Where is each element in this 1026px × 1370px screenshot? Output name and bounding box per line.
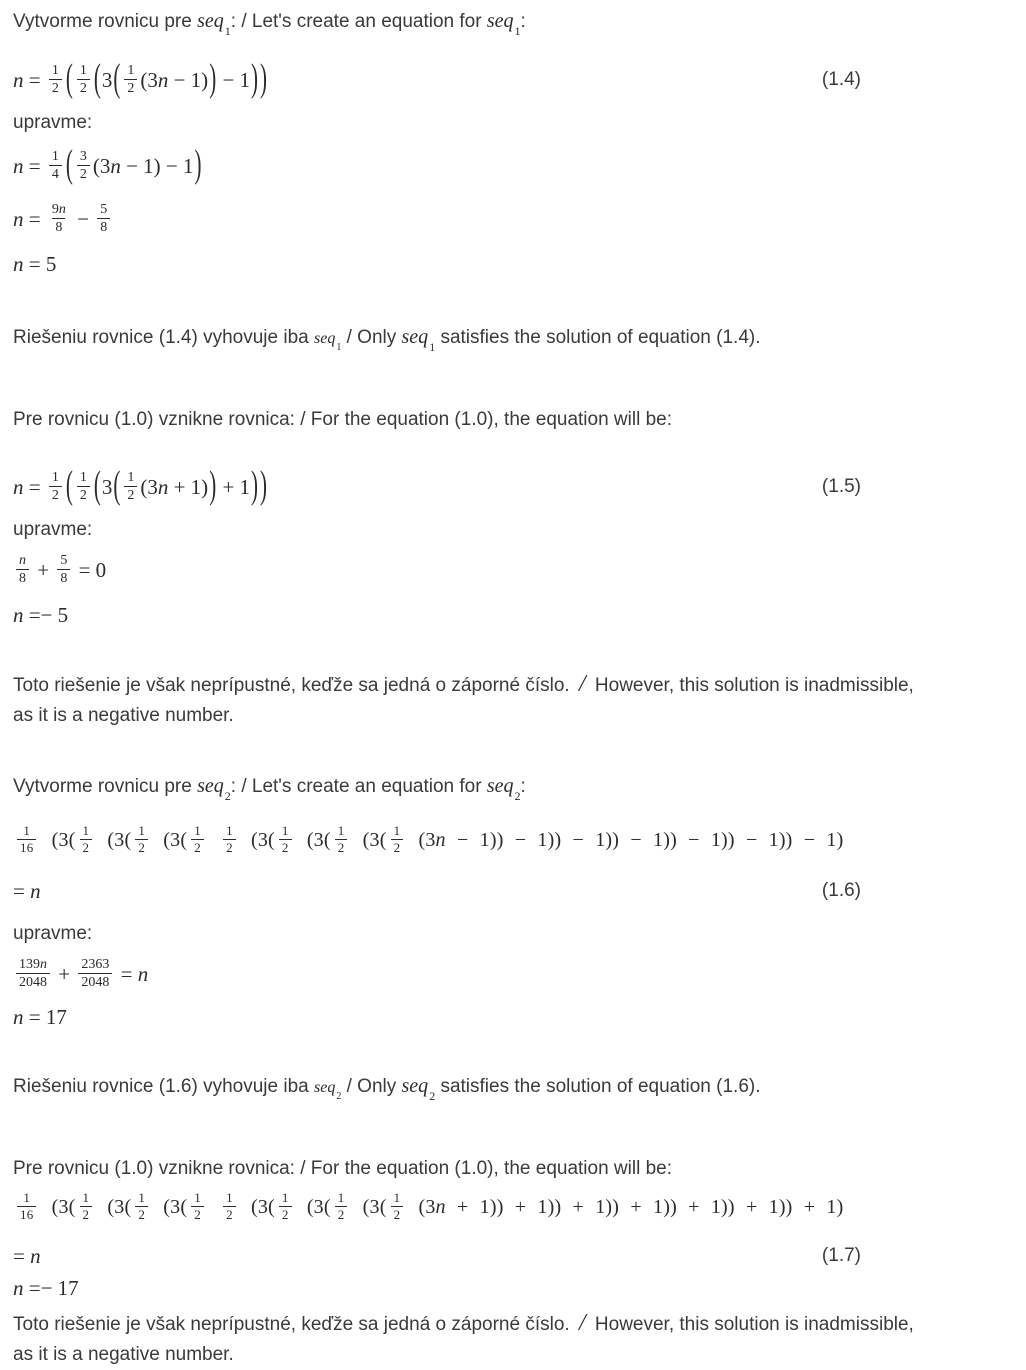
equation-1-7-line1 <box>13 1186 1026 1228</box>
math-operator: = 0 <box>73 557 107 582</box>
fraction: 1 2 <box>135 1191 148 1223</box>
upravme-label <box>13 108 925 138</box>
seq-base: seq <box>401 1075 429 1097</box>
fraction: $\frac{5}{8}$ <box>57 553 70 587</box>
text-run: upravme: <box>13 519 93 540</box>
fraction: 1 2 <box>191 824 204 856</box>
text-run: / Only <box>341 1076 402 1097</box>
math-operator: − 1 <box>217 67 251 92</box>
fraction: $\frac{5}{8}$ <box>97 202 110 236</box>
math-operator: (3( <box>239 1195 275 1218</box>
math-operator: (3( <box>96 1195 132 1218</box>
fraction: n 8 <box>16 553 29 587</box>
fraction: $\frac{1}{4}$ <box>49 149 62 183</box>
text-run: upravme: <box>13 923 93 944</box>
math-variable: n <box>435 828 446 851</box>
fraction: 1 2 <box>191 1191 204 1223</box>
math-variable: n <box>13 67 24 92</box>
tall-slash: / <box>578 671 586 697</box>
fraction: 1 2 <box>77 63 90 97</box>
math-operator: − 1) <box>168 67 209 92</box>
big-paren: ( <box>113 462 121 507</box>
math-variable: n <box>110 153 121 178</box>
equation-tag: (1.5) <box>821 476 861 497</box>
fraction: $\frac{9n}{8}$ <box>51 201 66 235</box>
math-operator <box>208 829 219 852</box>
math-variable: n <box>13 474 24 499</box>
seq-notation <box>401 326 436 354</box>
fraction: 1 2 <box>223 824 236 856</box>
seq-base: seq <box>314 330 336 347</box>
text-run: Pre rovnicu (1.0) vznikne rovnica: / For the equation (1.0), the equation will be: <box>13 1158 673 1179</box>
big-paren: ) <box>194 141 202 186</box>
math-variable: n <box>13 206 24 231</box>
seq-notation <box>486 10 521 38</box>
math-variable: n <box>30 878 41 903</box>
solution-n-17 <box>13 1003 1026 1031</box>
text-run: Vytvorme rovnicu pre <box>13 11 198 32</box>
intro-eq-1-0-second <box>13 1154 925 1184</box>
fraction: 1 2 <box>391 824 404 856</box>
big-paren: ( <box>113 55 121 100</box>
fraction: 1 2 <box>279 824 292 856</box>
text-run: satisfies the solution of equation (1.4). <box>435 327 761 348</box>
math-operator: (3( <box>96 828 132 851</box>
fraction: 1 2 <box>124 63 137 97</box>
text-run: satisfies the solution of equation (1.6). <box>435 1076 761 1097</box>
big-paren: ) <box>260 462 268 507</box>
big-paren: ( <box>93 55 101 100</box>
text-run: Riešeniu rovnice (1.6) vyhovuje iba <box>13 1076 314 1097</box>
text-run: Pre rovnicu (1.0) vznikne rovnica: / For the equation (1.0), the equation will be: <box>13 409 673 430</box>
big-paren: ) <box>209 55 217 100</box>
seq-subscript: 1 <box>336 342 342 353</box>
seq-notation <box>401 1075 436 1103</box>
text-run: upravme: <box>13 112 93 133</box>
math-operator: + <box>32 557 55 582</box>
seq-notation <box>486 775 521 803</box>
seq-subscript: 2 <box>429 1089 436 1103</box>
math-variable: n <box>13 153 24 178</box>
fraction: 1 2 <box>335 1191 348 1223</box>
math-operator <box>208 1196 219 1219</box>
big-paren: ) <box>251 55 259 100</box>
seq-subscript: 1 <box>224 24 231 38</box>
big-paren: ) <box>251 462 259 507</box>
seq-base: seq <box>197 775 224 797</box>
math-variable: n <box>157 67 169 92</box>
fraction: 1 2 <box>279 1191 292 1223</box>
equation-tag: (1.4) <box>821 69 861 90</box>
math-operator: + 1) <box>168 474 209 499</box>
fraction: 1 16 <box>17 1191 36 1223</box>
math-operator: (3( <box>152 828 188 851</box>
seq-base: seq <box>401 326 429 348</box>
equation-tag: (1.7) <box>821 1245 861 1266</box>
math-operator: − 1)) − 1)) − 1)) − 1)) − 1)) − 1)) − 1) <box>445 828 844 851</box>
equation-simplified-1 <box>13 140 1026 192</box>
fraction: 3 2 <box>77 149 90 183</box>
math-variable: n <box>13 1275 24 1300</box>
seq-notation <box>197 775 231 803</box>
fraction: $\frac{2363}{2048}$ <box>78 957 112 991</box>
math-operator: = <box>13 1243 31 1268</box>
text-run: However, this solution is inadmissible, as it is a negative number. <box>13 1314 920 1365</box>
math-operator: + 1)) + 1)) + 1)) + 1)) + 1)) + 1)) + 1) <box>445 1195 844 1218</box>
math-variable: n <box>13 251 24 276</box>
text-run: However, this solution is inadmissible, as it is a negative number. <box>13 675 920 726</box>
seq-notation <box>314 327 342 353</box>
fraction: $\frac{1}{2}$ <box>49 63 62 97</box>
equation-1-4 <box>13 54 1026 106</box>
seq-notation <box>197 10 231 38</box>
math-variable: n <box>137 961 149 986</box>
big-paren: ( <box>93 462 101 507</box>
math-operator: (3 <box>140 67 158 92</box>
math-operator: = <box>115 961 138 986</box>
seq-subscript: 2 <box>336 1091 342 1102</box>
intro-eq-1-0-first <box>13 405 925 435</box>
math-variable: n <box>13 602 24 627</box>
equation-1-6-line1 <box>13 819 1026 861</box>
math-operator: = <box>23 206 46 231</box>
math-operator: =− 5 <box>23 602 69 627</box>
seq-base: seq <box>486 10 514 32</box>
seq-base: seq <box>486 775 514 797</box>
fraction: 1 2 <box>77 470 90 504</box>
big-paren: ) <box>260 55 268 100</box>
fraction: 1 2 <box>135 824 148 856</box>
fraction: 1 2 <box>80 1191 93 1223</box>
equation-1-6-line2 <box>13 877 1026 905</box>
math-operator: (3( <box>239 828 275 851</box>
math-variable: n <box>157 474 169 499</box>
tall-slash: / <box>578 1310 586 1336</box>
upravme-label <box>13 515 925 545</box>
equation-simplified-2 <box>13 196 1026 242</box>
solution-n-minus-17 <box>13 1274 1026 1302</box>
equation-1-5 <box>13 461 1026 513</box>
math-operator: (3( <box>351 828 387 851</box>
math-operator: =− 17 <box>23 1275 79 1300</box>
fraction: $\frac{1}{2}$ <box>49 470 62 504</box>
math-operator: (3( <box>40 828 76 851</box>
big-paren: ) <box>209 462 217 507</box>
text-run: Toto riešenie je však neprípustné, keďže sa jedná o záporné číslo. <box>13 1314 575 1335</box>
math-operator: (3 <box>92 153 111 178</box>
seq-subscript: 1 <box>429 340 436 354</box>
equation-tag: (1.6) <box>821 880 861 901</box>
equation-1-7-line2 <box>13 1242 1026 1270</box>
fraction: 1 16 <box>17 824 36 856</box>
conclusion-eq-1-4 <box>13 322 925 363</box>
math-operator: = <box>23 67 46 92</box>
big-paren: ( <box>65 141 73 186</box>
math-operator: 3 <box>101 474 113 499</box>
fraction: 1 2 <box>391 1191 404 1223</box>
fraction: 1 2 <box>335 824 348 856</box>
math-operator: = 5 <box>23 251 57 276</box>
seq-subscript: 2 <box>224 789 231 803</box>
seq-notation <box>314 1076 342 1102</box>
solution-n-5 <box>13 250 1026 278</box>
conclusion-eq-1-6 <box>13 1071 925 1112</box>
math-variable: n <box>13 1004 24 1029</box>
fraction: 1 2 <box>124 470 137 504</box>
math-operator: = <box>23 153 46 178</box>
seq-subscript: 2 <box>514 789 521 803</box>
math-operator: (3 <box>140 474 158 499</box>
equation-simplified-4 <box>13 951 1026 997</box>
math-operator: (3( <box>40 1195 76 1218</box>
big-paren: ( <box>65 55 73 100</box>
text-run: Toto riešenie je však neprípustné, keďže sa jedná o záporné číslo. <box>13 675 575 696</box>
math-operator: 3 <box>101 67 113 92</box>
heading-create-eq-seq2 <box>13 771 925 811</box>
text-run: / Only <box>341 327 402 348</box>
math-operator: = <box>23 474 46 499</box>
math-operator: − 1) − 1 <box>120 153 194 178</box>
big-paren: ( <box>65 462 73 507</box>
math-operator: + <box>53 961 76 986</box>
text-run: : <box>520 776 526 797</box>
seq-base: seq <box>314 1079 336 1096</box>
text-run: : / Let's create an equation for <box>230 11 487 32</box>
math-variable: n <box>30 1243 41 1268</box>
math-operator: (3( <box>295 828 331 851</box>
equation-simplified-3 <box>13 547 1026 593</box>
math-operator: (3 <box>407 828 436 851</box>
math-operator: (3 <box>407 1195 436 1218</box>
fraction: 1 2 <box>223 1191 236 1223</box>
math-operator: (3( <box>152 1195 188 1218</box>
heading-create-eq-seq1 <box>13 6 925 46</box>
seq-subscript: 1 <box>514 24 521 38</box>
math-operator: (3( <box>295 1195 331 1218</box>
inadmissible-note-1 <box>13 669 925 731</box>
solution-n-minus-5 <box>13 601 1026 629</box>
math-operator: + 1 <box>217 474 251 499</box>
text-run: : <box>520 11 526 32</box>
text-run: Riešeniu rovnice (1.4) vyhovuje iba <box>13 327 314 348</box>
math-operator: − <box>71 206 95 231</box>
text-run: Vytvorme rovnicu pre <box>13 776 198 797</box>
text-run: : / Let's create an equation for <box>230 776 487 797</box>
fraction: 139n 2048 <box>16 957 50 991</box>
upravme-label <box>13 919 925 949</box>
inadmissible-note-2 <box>13 1308 925 1370</box>
math-variable: n <box>435 1195 446 1218</box>
math-operator: = <box>13 878 31 903</box>
math-operator: = 17 <box>23 1004 67 1029</box>
seq-base: seq <box>197 10 224 32</box>
math-operator: (3( <box>351 1195 387 1218</box>
fraction: 1 2 <box>80 824 93 856</box>
